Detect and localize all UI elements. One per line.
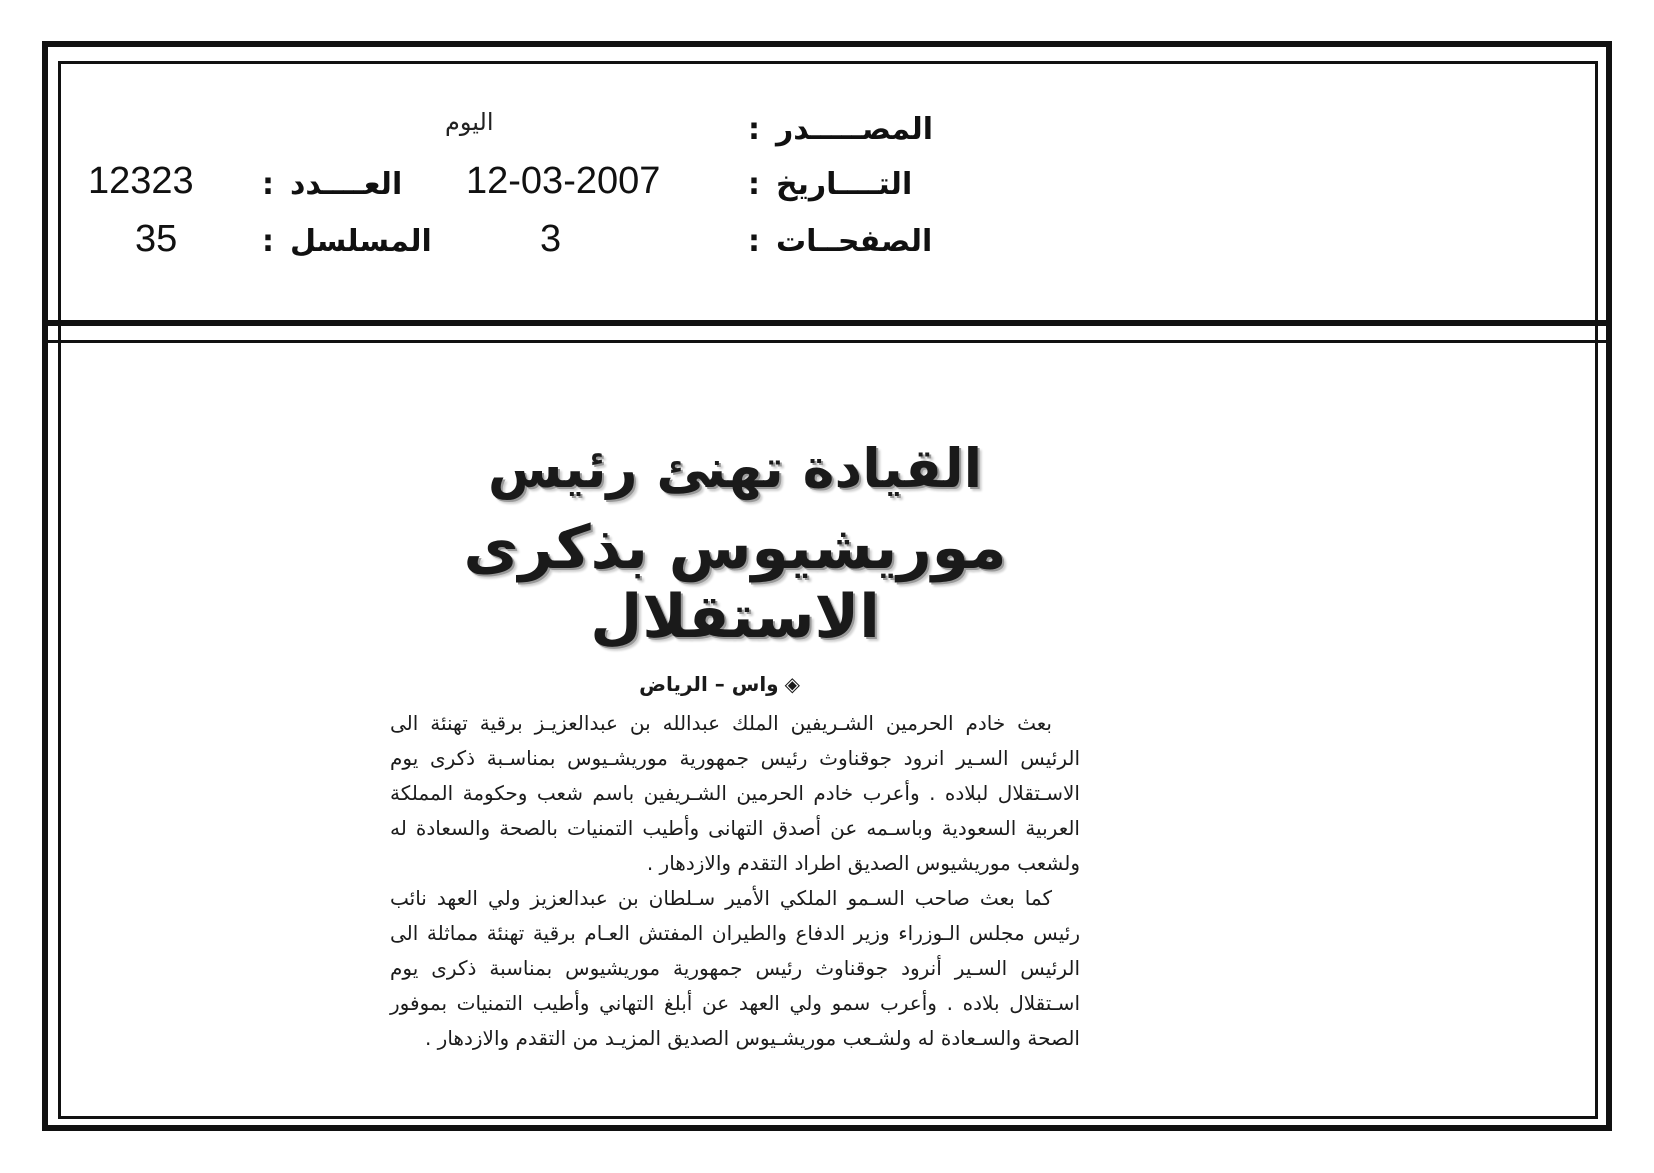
header-divider-thick (44, 320, 1610, 326)
date-colon: : (748, 167, 760, 202)
issue-value: 12323 (88, 160, 194, 202)
headline-line-1: القيادة تهنئ رئيس (487, 437, 983, 500)
serial-value: 35 (135, 218, 178, 260)
article-paragraph-2: كما بعث صاحب السـمو الملكي الأمير سـلطان بن عبدالعزيز ولي العهد نائب رئيس مجلس الـوزراء وزير الدفاع والطيران المفتش العـام برقية تهنئة مماثلة الى الرئيس السـير أنرود جوقناوث رئيس جمهورية موريشيوس بمناسبة ذكرى يوم اسـتقلال بلاده . وأعرب سمو ولي العهد عن أبلغ التهاني وأطيب التمنيات بموفور الصحة والسـعادة له ولشـعب موريشـيوس الصديق المزيـد من التقدم والازدهار . (390, 886, 1080, 1051)
dateline-text: واس – الرياض (639, 672, 779, 697)
serial-label: المسلسل (290, 224, 432, 259)
pages-colon: : (748, 224, 760, 259)
pages-label: الصفحــات (776, 224, 933, 259)
issue-label: العــــدد (290, 167, 403, 202)
article-body (390, 706, 1080, 1056)
source-label: المصـــــدر (776, 112, 934, 147)
pages-value: 3 (540, 218, 562, 260)
article-paragraph-1: بعث خادم الحرمين الشـريفين الملك عبدالله بن عبدالعزيـز برقية تهنئة الى الرئيس السـير انرود جوقناوث رئيس جمهورية موريشـيوس بمناسـبة ذكرى يوم الاسـتقلال لبلاده . وأعرب خادم الحرمين الشـريفين باسم شعب وحكومة المملكة العربية السعودية وباسـمه عن أصدق التهانى وأطيب التمنيات بالصحة والسعادة له ولشعب موريشيوس الصديق اطراد التقدم والازدهار . (390, 711, 1080, 876)
diamond-bullet-icon: ◈ (784, 672, 800, 697)
header-divider-thin (44, 340, 1610, 343)
date-value: 12-03-2007 (466, 160, 661, 202)
source-colon: : (748, 112, 760, 147)
source-value: اليوم (445, 108, 494, 136)
date-label: التــــاريخ (776, 167, 913, 202)
serial-colon: : (262, 224, 274, 259)
news-clipping (390, 410, 1080, 1050)
dateline (390, 672, 1080, 696)
issue-colon: : (262, 167, 274, 202)
headline-line-2: موريشيوس بذكرى الاستقلال (463, 513, 1007, 653)
